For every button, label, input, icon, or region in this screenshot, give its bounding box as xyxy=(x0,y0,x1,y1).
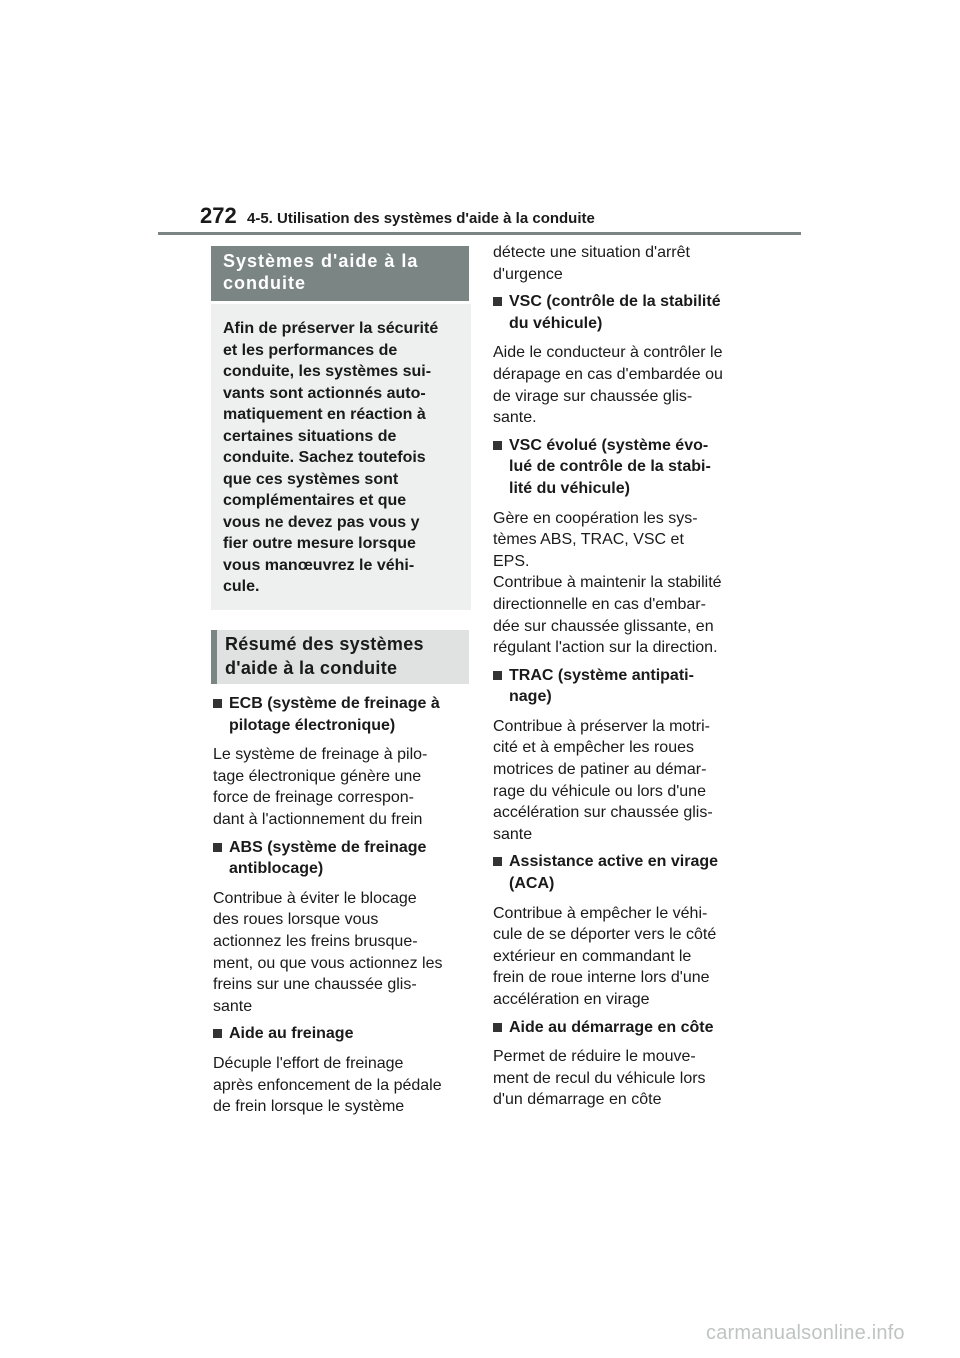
item-title-line: VSC (contrôle de la stabilité xyxy=(509,293,721,311)
item-body-line: dant à l'actionnement du frein xyxy=(213,810,423,828)
item-title xyxy=(493,291,753,334)
system-item-brake-assist xyxy=(213,1023,468,1117)
item-title-line: Assistance active en virage xyxy=(509,853,719,871)
item-body-line: accélération en virage xyxy=(493,991,650,1008)
item-body-line: dérapage en cas d'embardée ou xyxy=(493,365,723,383)
item-title-line: lué de contrôle de la stabi- xyxy=(509,458,711,476)
intro-line: Afin de préserver la sécurité xyxy=(223,320,439,337)
square-bullet-icon xyxy=(213,843,222,852)
item-title-line: (ACA) xyxy=(509,875,555,893)
item-body-line: d'un démarrage en côte xyxy=(493,1091,662,1109)
summary-heading-line: d'aide à la conduite xyxy=(225,658,398,678)
item-body-line: Contribue à préserver la motri- xyxy=(493,717,710,735)
item-title xyxy=(493,851,753,894)
item-body-line: régulant l'action sur la direction. xyxy=(493,639,718,657)
item-body-line: de frein lorsque le système xyxy=(213,1098,405,1116)
item-body-line: après enfoncement de la pédale xyxy=(213,1076,442,1094)
item-body xyxy=(213,888,468,1018)
item-body xyxy=(493,716,753,846)
item-body-line: de virage sur chaussée glis- xyxy=(493,387,693,405)
intro-line: matiquement en réaction à xyxy=(223,406,426,423)
item-body-line: d'urgence xyxy=(493,265,563,283)
left-column xyxy=(213,693,468,1124)
system-item-trac xyxy=(493,665,753,846)
item-body-line: Décuple l'effort de freinage xyxy=(213,1054,404,1072)
intro-line: cule. xyxy=(223,578,260,595)
item-body xyxy=(493,1046,753,1111)
item-body-line: tage électronique génère une xyxy=(213,767,422,785)
intro-line: conduite, les systèmes sui- xyxy=(223,363,432,380)
item-body-line: Permet de réduire le mouve- xyxy=(493,1048,696,1066)
item-title xyxy=(213,837,468,880)
section-banner xyxy=(211,246,469,301)
system-item-abs xyxy=(213,837,468,1018)
right-column xyxy=(493,242,753,1117)
square-bullet-icon xyxy=(493,671,502,680)
item-body-line: ment de recul du véhicule lors xyxy=(493,1069,706,1087)
item-body xyxy=(213,1053,468,1118)
intro-line: vants sont actionnés auto- xyxy=(223,384,426,402)
item-title-line: antiblocage) xyxy=(229,860,324,878)
item-title-line: du véhicule) xyxy=(509,314,603,332)
summary-heading xyxy=(211,630,469,684)
intro-line: que ces systèmes sont xyxy=(223,470,399,488)
item-body-line: rage du véhicule ou lors d'une xyxy=(493,782,706,800)
intro-line: et les performances de xyxy=(223,341,398,359)
intro-line: conduite. Sachez toutefois xyxy=(223,449,426,466)
section-header-title: 4-5. Utilisation des systèmes d'aide à la conduite xyxy=(247,210,595,227)
item-title-line: pilotage électronique) xyxy=(229,716,396,734)
intro-line: certaines situations de xyxy=(223,427,397,445)
item-title xyxy=(493,435,753,500)
item-body-line: force de freinage correspon- xyxy=(213,789,414,807)
intro-line: complémentaires et que xyxy=(223,492,407,509)
square-bullet-icon xyxy=(493,857,502,866)
item-body-line: détecte une situation d'arrêt xyxy=(493,244,690,261)
item-title-line: ECB (système de freinage à xyxy=(229,695,440,712)
item-title-line: VSC évolué (système évo- xyxy=(509,436,709,454)
watermark-text: carmanualsonline.info xyxy=(706,1322,905,1344)
item-body-line: freins sur une chaussée glis- xyxy=(213,976,417,994)
intro-line: vous ne devez pas vous y xyxy=(223,513,420,531)
item-body-line: EPS. xyxy=(493,552,530,570)
item-title-line: lité du véhicule) xyxy=(509,479,630,497)
item-title xyxy=(213,693,468,736)
item-body-line: directionnelle en cas d'embar- xyxy=(493,595,706,613)
section-banner-line: conduite xyxy=(223,273,306,293)
system-item-aca xyxy=(493,851,753,1010)
item-body-line: sante. xyxy=(493,409,537,427)
intro-box xyxy=(211,304,471,610)
item-title xyxy=(493,665,753,708)
system-item-vsc xyxy=(493,291,753,429)
item-body xyxy=(493,342,753,428)
item-body-line: Contribue à empêcher le véhi- xyxy=(493,904,708,922)
system-item-ecb xyxy=(213,693,468,831)
item-title-line: nage) xyxy=(509,688,552,706)
square-bullet-icon xyxy=(493,1023,502,1032)
item-body-line: Gère en coopération les sys- xyxy=(493,509,698,527)
square-bullet-icon xyxy=(213,1029,222,1038)
item-body-line: accélération sur chaussée glis- xyxy=(493,804,713,822)
system-item-vsc-plus xyxy=(493,435,753,659)
item-body-line: tèmes ABS, TRAC, VSC et xyxy=(493,531,684,549)
item-title xyxy=(213,1023,468,1045)
section-banner-line: Systèmes d'aide à la xyxy=(223,251,419,271)
square-bullet-icon xyxy=(493,441,502,450)
item-body-line: des roues lorsque vous xyxy=(213,911,379,929)
item-body-line: actionnez les freins brusque- xyxy=(213,932,418,950)
item-body xyxy=(493,903,753,1011)
item-body-line: Le système de freinage à pilo- xyxy=(213,746,428,764)
item-title-line: TRAC (système antipati- xyxy=(509,666,694,684)
intro-line: vous manœuvrez le véhi- xyxy=(223,556,415,574)
item-body-line: ment, ou que vous actionnez les xyxy=(213,954,443,972)
item-body-line: extérieur en commandant le xyxy=(493,947,692,965)
item-body-line: Contribue à éviter le blocage xyxy=(213,889,417,907)
item-body-line: sante xyxy=(493,825,533,843)
item-body-line: cule de se déporter vers le côté xyxy=(493,926,717,944)
item-title-line: ABS (système de freinage xyxy=(229,838,427,856)
item-title-line: Aide au démarrage en côte xyxy=(509,1018,714,1036)
item-body-line: sante xyxy=(213,997,253,1015)
continuation-text xyxy=(493,242,753,285)
header-divider xyxy=(158,232,801,235)
item-body xyxy=(493,508,753,659)
item-body-line: Aide le conducteur à contrôler le xyxy=(493,344,723,362)
square-bullet-icon xyxy=(213,699,222,708)
item-body xyxy=(213,744,468,830)
intro-line: fier outre mesure lorsque xyxy=(223,535,416,552)
item-body-line: frein de roue interne lors d'une xyxy=(493,969,710,987)
item-body-line: cité et à empêcher les roues xyxy=(493,739,694,757)
item-body-line: Contribue à maintenir la stabilité xyxy=(493,574,722,592)
square-bullet-icon xyxy=(493,297,502,306)
item-body-line: dée sur chaussée glissante, en xyxy=(493,617,714,635)
item-body-line: motrices de patiner au démar- xyxy=(493,761,707,779)
page-number: 272 xyxy=(200,203,237,228)
summary-heading-line: Résumé des systèmes xyxy=(225,634,424,654)
system-item-hill-start xyxy=(493,1017,753,1111)
item-title xyxy=(493,1017,753,1039)
item-title-line: Aide au freinage xyxy=(229,1025,354,1043)
